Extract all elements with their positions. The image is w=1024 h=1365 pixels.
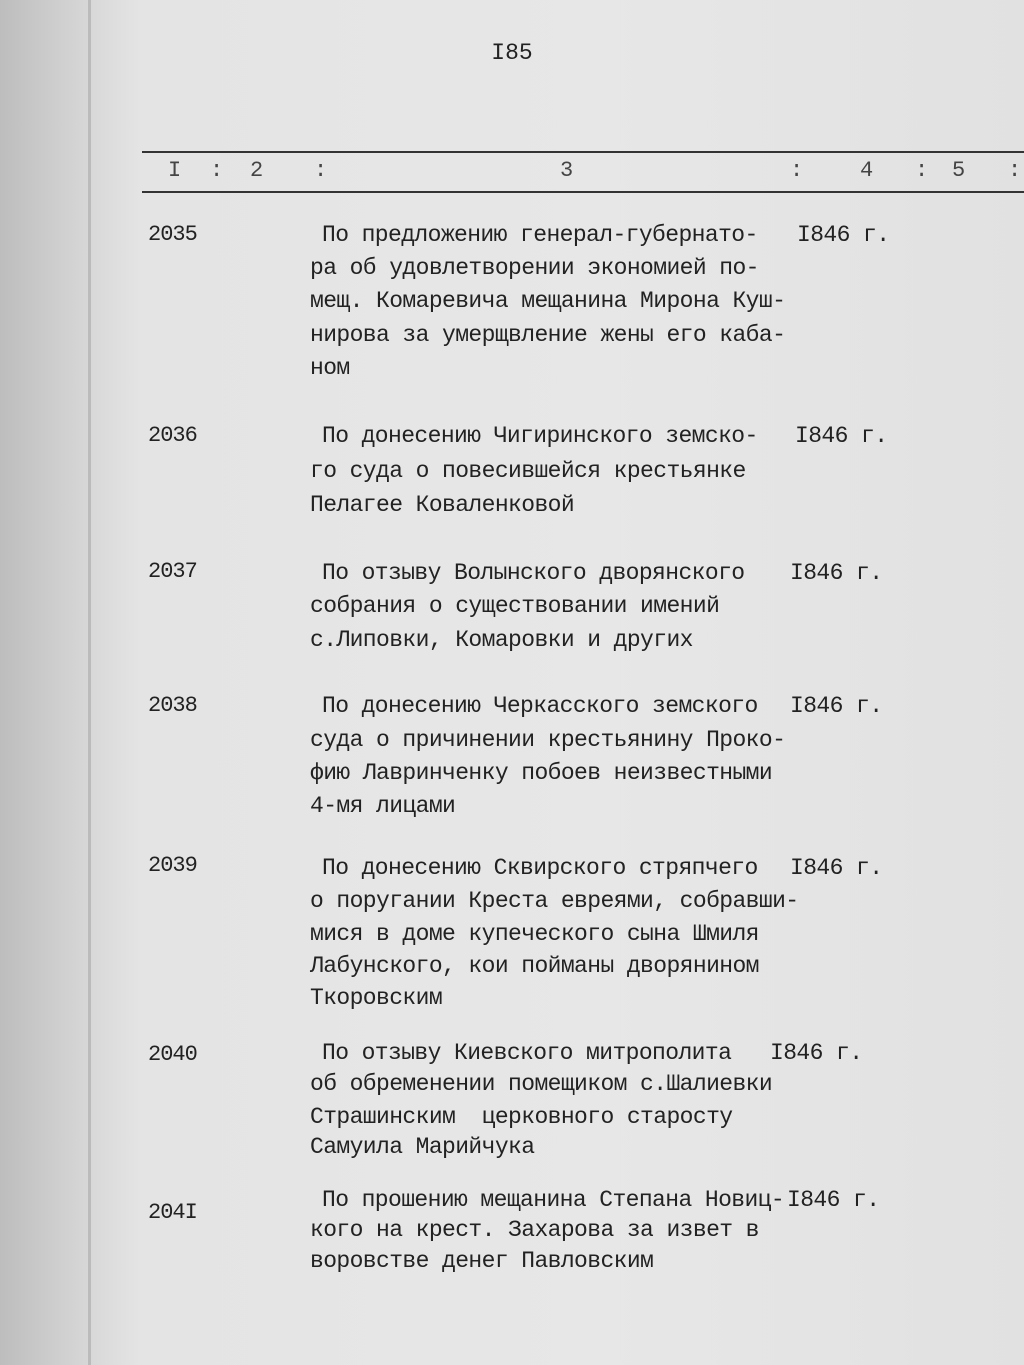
entry-text-line: ном (310, 355, 350, 381)
entry-text-line: Лабунского, кои пойманы дворянином (310, 953, 759, 979)
header-col-3: 3 (560, 158, 574, 183)
page-number: I85 (491, 40, 533, 66)
header-sep: : (915, 158, 929, 183)
entry-year: I846 г. (787, 1187, 880, 1213)
entry-number: 204I (148, 1200, 197, 1225)
entry-text-line: ра об удовлетворении экономией по- (310, 255, 759, 281)
entry-year: I846 г. (790, 855, 883, 881)
entry-number: 2036 (148, 423, 197, 448)
header-bottom-rule (142, 191, 1024, 193)
entry-number: 2039 (148, 853, 197, 878)
entry-year: I846 г. (797, 222, 890, 248)
entry-number: 2037 (148, 559, 197, 584)
header-top-rule (142, 151, 1024, 153)
header-col-4: 4 (860, 158, 874, 183)
page-gutter (88, 0, 91, 1365)
header-sep: : (1008, 158, 1022, 183)
entry-year: I846 г. (770, 1040, 863, 1066)
header-sep: : (210, 158, 224, 183)
entry-text-line: кого на крест. Захарова за извет в (310, 1217, 759, 1243)
entry-text-line: По донесению Черкасского земского (322, 693, 758, 719)
entry-text-line: По донесению Сквирского стряпчего (322, 855, 758, 881)
entry-text-line: По прошению мещанина Степана Новиц- (322, 1187, 785, 1213)
header-col-1: I (168, 158, 182, 183)
entry-text-line: Самуила Марийчука (310, 1134, 535, 1160)
entry-text-line: нирова за умерщвление жены его каба- (310, 322, 786, 348)
header-sep: : (790, 158, 804, 183)
entry-text-line: По предложению генерал-губернато- (322, 222, 758, 248)
entry-number: 2035 (148, 222, 197, 247)
entry-text-line: По донесению Чигиринского земско- (322, 423, 758, 449)
entry-year: I846 г. (795, 423, 888, 449)
header-col-2: 2 (250, 158, 264, 183)
entry-text-line: го суда о повесившейся крестьянке (310, 458, 746, 484)
entry-year: I846 г. (790, 560, 883, 586)
header-sep: : (314, 158, 328, 183)
entry-text-line: фию Лавринченку побоев неизвестными (310, 760, 773, 786)
entry-text-line: собрания о существовании имений (310, 593, 720, 619)
entry-text-line: Ткоровским (310, 985, 443, 1011)
entry-text-line: о поругании Креста евреями, собравши- (310, 888, 799, 914)
entry-text-line: суда о причинении крестьянину Проко- (310, 727, 786, 753)
entry-text-line: По отзыву Киевского митрополита (322, 1040, 732, 1066)
entry-number: 2038 (148, 693, 197, 718)
entry-text-line: мися в доме купеческого сына Шмиля (310, 921, 759, 947)
entry-text-line: По отзыву Волынского дворянского (322, 560, 745, 586)
entry-text-line: Пелагее Коваленковой (310, 492, 575, 518)
entry-text-line: Страшинским церковного старосту (310, 1104, 733, 1130)
header-col-5: 5 (952, 158, 966, 183)
entry-year: I846 г. (790, 693, 883, 719)
entry-text-line: с.Липовки, Комаровки и других (310, 627, 693, 653)
entry-text-line: 4-мя лицами (310, 793, 456, 819)
entry-text-line: мещ. Комаревича мещанина Мирона Куш- (310, 288, 786, 314)
entry-text-line: воровстве денег Павловским (310, 1248, 654, 1274)
entry-number: 2040 (148, 1042, 197, 1067)
entry-text-line: об обременении помещиком с.Шалиевки (310, 1071, 773, 1097)
